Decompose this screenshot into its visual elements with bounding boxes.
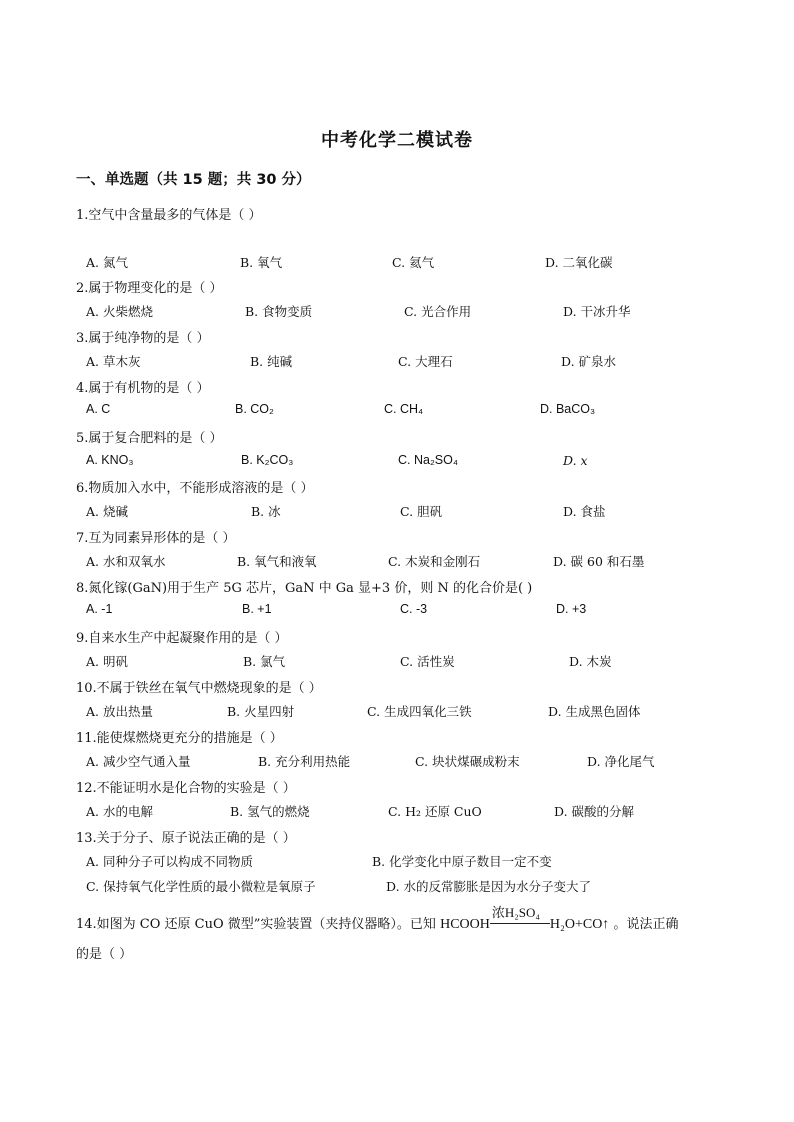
option-a[interactable]: A. 草木灰 [86,354,141,369]
option-a[interactable]: A. 减少空气通入量 [86,754,191,769]
option-d[interactable]: D. +3 [556,602,587,616]
option-c[interactable]: C. 大理石 [398,354,453,369]
option-c[interactable]: C. -3 [400,602,428,616]
option-a[interactable]: A. 水的电解 [86,804,153,819]
question-14-text: 14.如图为 CO 还原 CuO 微型”实验装置（夹持仪器略）。已知 [76,917,436,932]
question-stem: 5.属于复合肥料的是（ ） [76,431,223,446]
option-b[interactable]: B. CO₂ [235,402,274,416]
reaction-arrow [490,905,550,930]
option-b[interactable]: B. 氯气 [243,654,286,669]
option-c[interactable]: C. CH₄ [384,402,424,416]
option-a[interactable]: A. 水和双氧水 [86,554,166,569]
option-d[interactable]: D. x [563,453,588,468]
option-c[interactable]: C. 生成四氧化三铁 [367,704,472,719]
question-stem-continued: 的是（ ） [76,947,133,962]
chemical-equation [440,905,610,933]
option-a[interactable]: A. 同种分子可以构成不同物质 [86,854,253,869]
option-b[interactable]: B. 充分利用热能 [258,754,351,769]
option-a[interactable]: A. 火柴燃烧 [86,304,153,319]
option-c[interactable]: C. 保持氧气化学性质的最小微粒是氧原子 [86,879,316,894]
option-c[interactable]: C. 活性炭 [400,654,455,669]
option-b[interactable]: B. 冰 [251,504,281,519]
section-heading: 一、单选题（共 15 题；共 30 分） [76,172,311,188]
option-c[interactable]: C. 块状煤碾成粉末 [415,754,520,769]
option-a[interactable]: A. -1 [86,602,113,616]
question-14-text-end: 。说法正确 [613,917,679,932]
option-b[interactable]: B. 食物变质 [245,304,313,319]
equation-reactant: HCOOH [440,917,490,932]
question-stem: 11.能使煤燃烧更充分的措施是（ ） [76,731,283,746]
page-title: 中考化学二模试卷 [321,130,473,151]
option-c[interactable]: C. 木炭和金刚石 [388,554,481,569]
option-a[interactable]: A. 烧碱 [86,504,128,519]
question-stem: 3.属于纯净物的是（ ） [76,331,210,346]
option-a[interactable]: A. KNO₃ [86,453,134,467]
option-c[interactable]: C. H₂ 还原 CuO [388,804,482,819]
option-d[interactable]: D. 木炭 [569,654,612,669]
option-d[interactable]: D. 食盐 [563,504,606,519]
option-a[interactable]: A. 氮气 [86,255,128,270]
question-stem: 1.空气中含量最多的气体是（ ） [76,208,262,223]
question-stem: 7.互为同素异形体的是（ ） [76,531,236,546]
equation-products: H₂O+CO↑ [549,917,610,932]
question-stem: 6.物质加入水中，不能形成溶液的是（ ） [76,481,314,496]
option-b[interactable]: B. 氧气 [240,255,283,270]
option-d[interactable]: D. 二氧化碳 [545,255,613,270]
option-b[interactable]: B. 氢气的燃烧 [230,804,310,819]
question-stem: 10.不属于铁丝在氧气中燃烧现象的是（ ） [76,681,322,696]
option-d[interactable]: D. 碳酸的分解 [554,804,635,819]
option-b[interactable]: B. 火星四射 [227,704,295,719]
option-d[interactable]: D. 矿泉水 [561,354,617,369]
option-d[interactable]: D. 干冰升华 [563,304,631,319]
option-d[interactable]: D. BaCO₃ [540,402,596,416]
option-c[interactable]: C. 胆矾 [400,504,443,519]
option-c[interactable]: C. 光合作用 [404,304,472,319]
option-b[interactable]: B. 氧气和液氧 [237,554,317,569]
option-c[interactable]: C. Na₂SO₄ [398,453,458,467]
option-b[interactable]: B. 化学变化中原子数目一定不变 [372,854,552,869]
question-stem: 13.关于分子、原子说法正确的是（ ） [76,831,296,846]
question-stem: 12.不能证明水是化合物的实验是（ ） [76,781,296,796]
question-stem: 9.自来水生产中起凝聚作用的是（ ） [76,631,288,646]
question-stem [76,905,679,933]
option-a[interactable]: A. C [86,402,111,416]
question-stem: 8.氮化镓(GaN)用于生产 5G 芯片，GaN 中 Ga 显+3 价，则 N 的化合价是( ) [76,581,533,596]
option-d[interactable]: D. 碳 60 和石墨 [553,554,645,569]
option-b[interactable]: B. +1 [242,602,272,616]
option-a[interactable]: A. 明矾 [86,654,128,669]
option-c[interactable]: C. 氦气 [392,255,435,270]
reaction-condition: 浓H₂SO₄ [491,905,540,920]
option-d[interactable]: D. 生成黑色固体 [548,704,641,719]
question-stem: 2.属于物理变化的是（ ） [76,281,223,296]
option-d[interactable]: D. 水的反常膨胀是因为水分子变大了 [386,879,592,894]
option-b[interactable]: B. K₂CO₃ [241,453,294,467]
option-a[interactable]: A. 放出热量 [86,704,153,719]
question-stem: 4.属于有机物的是（ ） [76,381,210,396]
option-b[interactable]: B. 纯碱 [250,354,293,369]
option-d[interactable]: D. 净化尾气 [587,754,655,769]
